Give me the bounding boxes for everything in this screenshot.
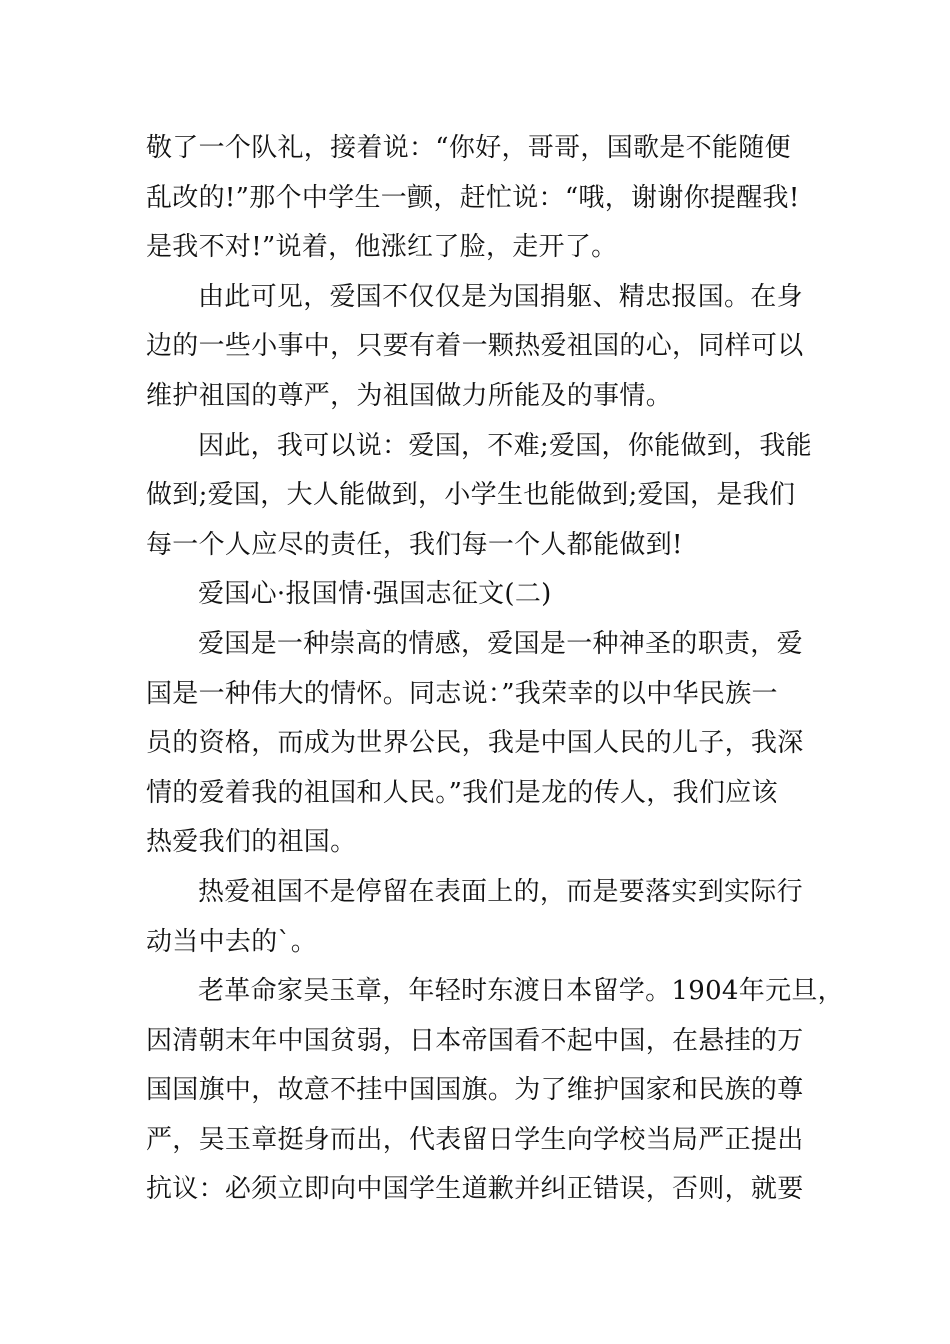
paragraph-first-line: 因此，我可以说：爱国，不难;爱国，你能做到，我能 xyxy=(198,430,812,461)
paragraph-first-line: 热爱祖国不是停留在表面上的，而是要落实到实际行 xyxy=(198,876,803,907)
text-line: 情的爱着我的祖国和人民。”我们是龙的传人，我们应该 xyxy=(146,777,778,808)
text-line: 动当中去的`。 xyxy=(146,926,318,957)
text-line: 热爱我们的祖国。 xyxy=(146,827,357,858)
section-heading: 爱国心·报国情·强国志征文(二) xyxy=(198,579,552,610)
paragraph-first-line: 爱国是一种崇高的情感，爱国是一种神圣的职责，爱 xyxy=(198,628,803,659)
paragraph-first-line: 由此可见，爱国不仅仅是为国捐躯、精忠报国。在身 xyxy=(198,281,803,312)
document-body xyxy=(146,124,844,1215)
paragraph-first-line: 老革命家吴玉章，年轻时东渡日本留学。1904年元旦， xyxy=(198,976,844,1007)
text-line: 乱改的!”那个中学生一颤，赶忙说：“哦，谢谢你提醒我! xyxy=(146,182,800,213)
text-line: 每一个人应尽的责任，我们每一个人都能做到! xyxy=(146,529,683,560)
text-line: 严，吴玉章挺身而出，代表留日学生向学校当局严正提出 xyxy=(146,1124,804,1155)
text-line: 抗议：必须立即向中国学生道歉并纠正错误，否则，就要 xyxy=(146,1174,804,1205)
text-line: 边的一些小事中，只要有着一颗热爱祖国的心，同样可以 xyxy=(146,331,804,362)
text-line: 国国旗中，故意不挂中国国旗。为了维护国家和民族的尊 xyxy=(146,1075,804,1106)
text-line: 是我不对!”说着，他涨红了脸，走开了。 xyxy=(146,232,618,263)
text-line: 维护祖国的尊严，为祖国做力所能及的事情。 xyxy=(146,380,673,411)
text-line: 敬了一个队礼，接着说：“你好，哥哥，国歌是不能随便 xyxy=(146,133,791,163)
text-line: 做到;爱国，大人能做到，小学生也能做到;爱国，是我们 xyxy=(146,480,796,511)
text-line: 员的资格，而成为世界公民，我是中国人民的儿子，我深 xyxy=(146,728,804,759)
text-line: 国是一种伟大的情怀。同志说：”我荣幸的以中华民族一 xyxy=(146,678,778,709)
text-line: 因清朝末年中国贫弱，日本帝国看不起中国，在悬挂的万 xyxy=(146,1025,804,1056)
